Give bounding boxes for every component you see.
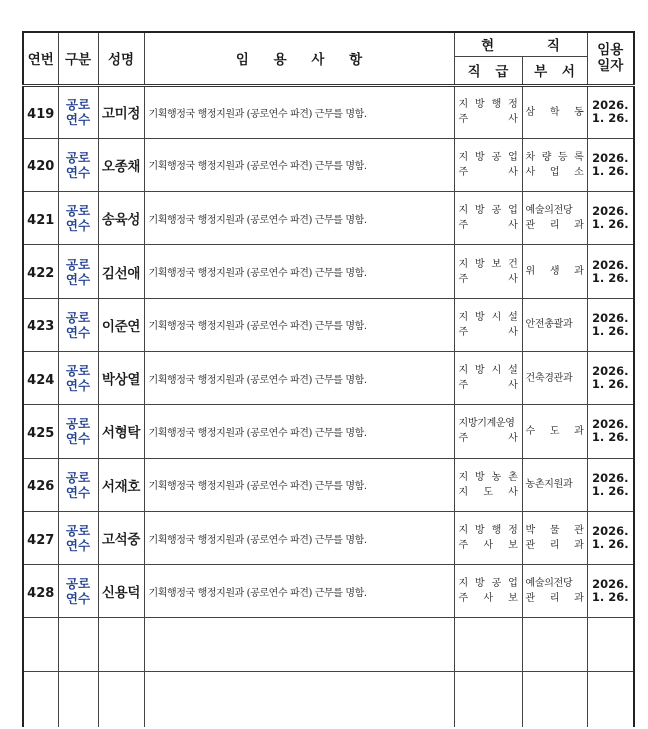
appointment-date-cell (587, 298, 634, 351)
category-cell (58, 351, 98, 404)
appointment-date-line: 2026. (592, 310, 629, 325)
department-line: 예술의전당 (525, 578, 573, 590)
empty-cell (98, 671, 144, 727)
appointment-details-cell (144, 85, 454, 138)
department-cell (522, 458, 587, 511)
empty-cell (144, 671, 454, 727)
appointment-date-line: 1. 26. (591, 483, 629, 498)
appointment-date-line: 2026. (592, 257, 629, 272)
position-grade-line: 지 방 행 정 (458, 525, 518, 537)
row-number: 421 (27, 212, 55, 228)
row-number-cell (23, 298, 58, 351)
row-number-cell (23, 85, 58, 138)
table-row (23, 511, 634, 564)
department-line: 농촌지원과 (525, 479, 573, 491)
department-line: 관 리 과 (525, 220, 584, 232)
position-grade-line: 주 사 (458, 380, 518, 392)
table-header (23, 32, 634, 85)
category-cell (58, 192, 98, 245)
department-cell (522, 85, 587, 138)
position-grade-cell (454, 511, 522, 564)
category-cell (58, 138, 98, 191)
category-label: 공로 (65, 576, 91, 592)
table-row (23, 85, 634, 138)
category-label: 연수 (65, 218, 91, 234)
appointment-details: 기획행정국 행정지원과 (공로연수 파견) 근무를 명함. (148, 161, 367, 173)
department-cell (522, 298, 587, 351)
department-line: 차 량 등 록 (525, 151, 584, 163)
employee-name-cell (98, 511, 144, 564)
empty-cell (98, 618, 144, 671)
appointment-details-cell (144, 138, 454, 191)
position-grade-line: 주 사 보 (458, 593, 518, 605)
position-grade-line: 주 사 (458, 220, 518, 232)
row-number-cell (23, 458, 58, 511)
employee-name-cell (98, 458, 144, 511)
appointment-details: 기획행정국 행정지원과 (공로연수 파견) 근무를 명함. (148, 321, 367, 333)
category-label: 공로 (65, 256, 91, 272)
row-number-cell (23, 351, 58, 404)
employee-name-cell (98, 138, 144, 191)
appointment-date-cell (587, 351, 634, 404)
employee-name: 서형탁 (101, 425, 141, 442)
position-grade-line: 주 사 보 (458, 540, 518, 552)
row-number-cell (23, 192, 58, 245)
category-cell (58, 458, 98, 511)
table-row (23, 351, 634, 404)
appointment-date-line: 2026. (592, 364, 629, 379)
empty-cell (454, 671, 522, 727)
appointment-date-line: 2026. (592, 470, 629, 485)
department-cell (522, 565, 587, 618)
category-cell (58, 85, 98, 138)
empty-cell (587, 671, 634, 727)
department-cell (522, 138, 587, 191)
header-grade: 직 급 (454, 56, 522, 85)
category-label: 연수 (65, 324, 91, 340)
row-number-cell (23, 511, 58, 564)
department-line: 안전총괄과 (525, 319, 573, 331)
position-grade-cell (454, 458, 522, 511)
position-grade-cell (454, 138, 522, 191)
appointment-details: 기획행정국 행정지원과 (공로연수 파견) 근무를 명함. (148, 481, 367, 493)
appointment-date-cell (587, 458, 634, 511)
table-row (23, 245, 634, 298)
appointment-details: 기획행정국 행정지원과 (공로연수 파견) 근무를 명함. (148, 427, 367, 439)
category-label: 공로 (65, 149, 91, 165)
position-grade-line: 지 도 사 (458, 486, 518, 498)
position-grade-line: 지 방 농 촌 (458, 471, 518, 483)
position-grade-line: 지 방 행 정 (458, 99, 518, 111)
employee-name-cell (98, 351, 144, 404)
position-grade-cell (454, 351, 522, 404)
row-number: 426 (27, 479, 55, 495)
header-name: 성명 (98, 32, 144, 85)
header-row-number: 연번 (23, 32, 58, 85)
empty-cell (23, 671, 58, 727)
category-label: 공로 (65, 523, 91, 539)
employee-name: 고석중 (101, 532, 141, 549)
table-row (23, 192, 634, 245)
empty-cell (58, 618, 98, 671)
table-body (23, 85, 634, 618)
row-number: 428 (27, 585, 55, 601)
appointment-date-line: 2026. (592, 417, 629, 432)
row-number-cell (23, 245, 58, 298)
appointment-date-line: 1. 26. (591, 537, 629, 552)
appointment-roster-table (22, 31, 635, 727)
category-label: 공로 (65, 203, 91, 219)
appointment-details: 기획행정국 행정지원과 (공로연수 파견) 근무를 명함. (148, 374, 367, 386)
appointment-date-cell (587, 85, 634, 138)
department-line: 위 생 과 (525, 266, 584, 278)
table-row (23, 565, 634, 618)
appointment-date-cell (587, 138, 634, 191)
position-grade-line: 지 방 시 설 (458, 365, 518, 377)
employee-name-cell (98, 245, 144, 298)
table-row (23, 458, 634, 511)
header-department: 부 서 (522, 56, 587, 85)
category-label: 공로 (65, 309, 91, 325)
header-current-post: 현 직 (454, 32, 587, 56)
row-number: 427 (27, 532, 55, 548)
appointment-details-cell (144, 511, 454, 564)
position-grade-line: 주 사 (458, 273, 518, 285)
category-label: 연수 (65, 112, 91, 128)
appointment-details-cell (144, 298, 454, 351)
empty-cell (23, 618, 58, 671)
category-label: 연수 (65, 484, 91, 500)
appointment-date-cell (587, 405, 634, 458)
appointment-details-cell (144, 245, 454, 298)
employee-name-cell (98, 298, 144, 351)
department-cell (522, 405, 587, 458)
table-row (23, 138, 634, 191)
appointment-details-cell (144, 458, 454, 511)
category-cell (58, 298, 98, 351)
header-appointment-details: 임 용 사 항 (144, 32, 454, 85)
empty-cell (587, 618, 634, 671)
position-grade-line: 주 사 (458, 433, 518, 445)
category-label: 공로 (65, 363, 91, 379)
position-grade-line: 주 사 (458, 166, 518, 178)
empty-row (23, 671, 634, 727)
department-line: 삼 학 동 (525, 106, 584, 118)
appointment-date-line: 1. 26. (591, 163, 629, 178)
department-cell (522, 511, 587, 564)
empty-cell (454, 618, 522, 671)
employee-name: 오종채 (101, 158, 141, 175)
employee-name: 고미정 (101, 106, 141, 123)
row-number: 420 (27, 159, 55, 175)
position-grade-line: 지방기계운영 (458, 418, 515, 430)
table-row (23, 405, 634, 458)
appointment-date-line: 2026. (592, 524, 629, 539)
department-line: 사 업 소 (525, 166, 584, 178)
appointment-date-line: 1. 26. (591, 590, 629, 605)
employee-name-cell (98, 85, 144, 138)
appointment-details: 기획행정국 행정지원과 (공로연수 파견) 근무를 명함. (148, 587, 367, 599)
employee-name: 박상열 (101, 372, 141, 389)
category-label: 연수 (65, 591, 91, 607)
appointment-details: 기획행정국 행정지원과 (공로연수 파견) 근무를 명함. (148, 534, 367, 546)
position-grade-cell (454, 298, 522, 351)
employee-name-cell (98, 192, 144, 245)
table-row (23, 298, 634, 351)
appointment-date-line: 1. 26. (591, 270, 629, 285)
row-number-cell (23, 405, 58, 458)
header-date-line-2: 일자 (597, 58, 624, 75)
row-number: 425 (27, 425, 55, 441)
department-cell (522, 192, 587, 245)
department-line: 관 리 과 (525, 540, 584, 552)
position-grade-line: 주 사 (458, 114, 518, 126)
appointment-details-cell (144, 192, 454, 245)
row-number: 424 (27, 372, 55, 388)
row-number: 423 (27, 319, 55, 335)
appointment-date-cell (587, 565, 634, 618)
category-cell (58, 405, 98, 458)
empty-row (23, 618, 634, 671)
category-cell (58, 511, 98, 564)
category-label: 연수 (65, 271, 91, 287)
appointment-details: 기획행정국 행정지원과 (공로연수 파견) 근무를 명함. (148, 108, 367, 120)
category-cell (58, 565, 98, 618)
appointment-date-cell (587, 192, 634, 245)
appointment-date-line: 1. 26. (591, 377, 629, 392)
department-line: 관 리 과 (525, 593, 584, 605)
position-grade-line: 지 방 시 설 (458, 311, 518, 323)
position-grade-line: 지 방 보 건 (458, 258, 518, 270)
category-label: 연수 (65, 378, 91, 394)
appointment-date-line: 2026. (592, 577, 629, 592)
position-grade-cell (454, 85, 522, 138)
appointment-details-cell (144, 351, 454, 404)
position-grade-cell (454, 192, 522, 245)
department-cell (522, 351, 587, 404)
category-label: 연수 (65, 164, 91, 180)
row-number-cell (23, 138, 58, 191)
position-grade-line: 주 사 (458, 326, 518, 338)
appointment-date-line: 2026. (592, 150, 629, 165)
empty-rows (23, 618, 634, 727)
category-label: 공로 (65, 416, 91, 432)
empty-cell (522, 671, 587, 727)
appointment-details: 기획행정국 행정지원과 (공로연수 파견) 근무를 명함. (148, 214, 367, 226)
category-cell (58, 245, 98, 298)
employee-name: 서재호 (101, 478, 141, 495)
position-grade-line: 지 방 공 업 (458, 578, 518, 590)
appointment-details-cell (144, 565, 454, 618)
appointment-date-line: 2026. (592, 204, 629, 219)
empty-cell (522, 618, 587, 671)
header-category: 구분 (58, 32, 98, 85)
header-date-line-1: 임용 (597, 42, 624, 59)
appointment-date-line: 1. 26. (591, 217, 629, 232)
position-grade-cell (454, 565, 522, 618)
category-label: 연수 (65, 538, 91, 554)
employee-name: 이준연 (101, 318, 141, 335)
appointment-date-line: 1. 26. (591, 430, 629, 445)
employee-name-cell (98, 405, 144, 458)
appointment-details: 기획행정국 행정지원과 (공로연수 파견) 근무를 명함. (148, 268, 367, 280)
category-label: 공로 (65, 97, 91, 113)
row-number-cell (23, 565, 58, 618)
position-grade-line: 지 방 공 업 (458, 151, 518, 163)
row-number: 422 (27, 266, 55, 282)
employee-name-cell (98, 565, 144, 618)
position-grade-line: 지 방 공 업 (458, 205, 518, 217)
appointment-date-line: 1. 26. (591, 323, 629, 338)
appointment-date-cell (587, 245, 634, 298)
employee-name: 신용덕 (101, 585, 141, 602)
department-line: 건축경관과 (525, 372, 573, 384)
position-grade-cell (454, 405, 522, 458)
department-cell (522, 245, 587, 298)
department-line: 수 도 과 (525, 425, 584, 437)
row-number: 419 (27, 106, 55, 122)
department-line: 박 물 관 (525, 525, 584, 537)
category-label: 공로 (65, 469, 91, 485)
header-appointment-date (587, 32, 634, 85)
employee-name: 김선애 (101, 265, 141, 282)
position-grade-cell (454, 245, 522, 298)
employee-name: 송육성 (101, 212, 141, 229)
department-line: 예술의전당 (525, 205, 573, 217)
category-label: 연수 (65, 431, 91, 447)
empty-cell (58, 671, 98, 727)
appointment-details-cell (144, 405, 454, 458)
appointment-date-line: 1. 26. (591, 111, 629, 126)
appointment-date-cell (587, 511, 634, 564)
empty-cell (144, 618, 454, 671)
appointment-date-line: 2026. (592, 98, 629, 113)
